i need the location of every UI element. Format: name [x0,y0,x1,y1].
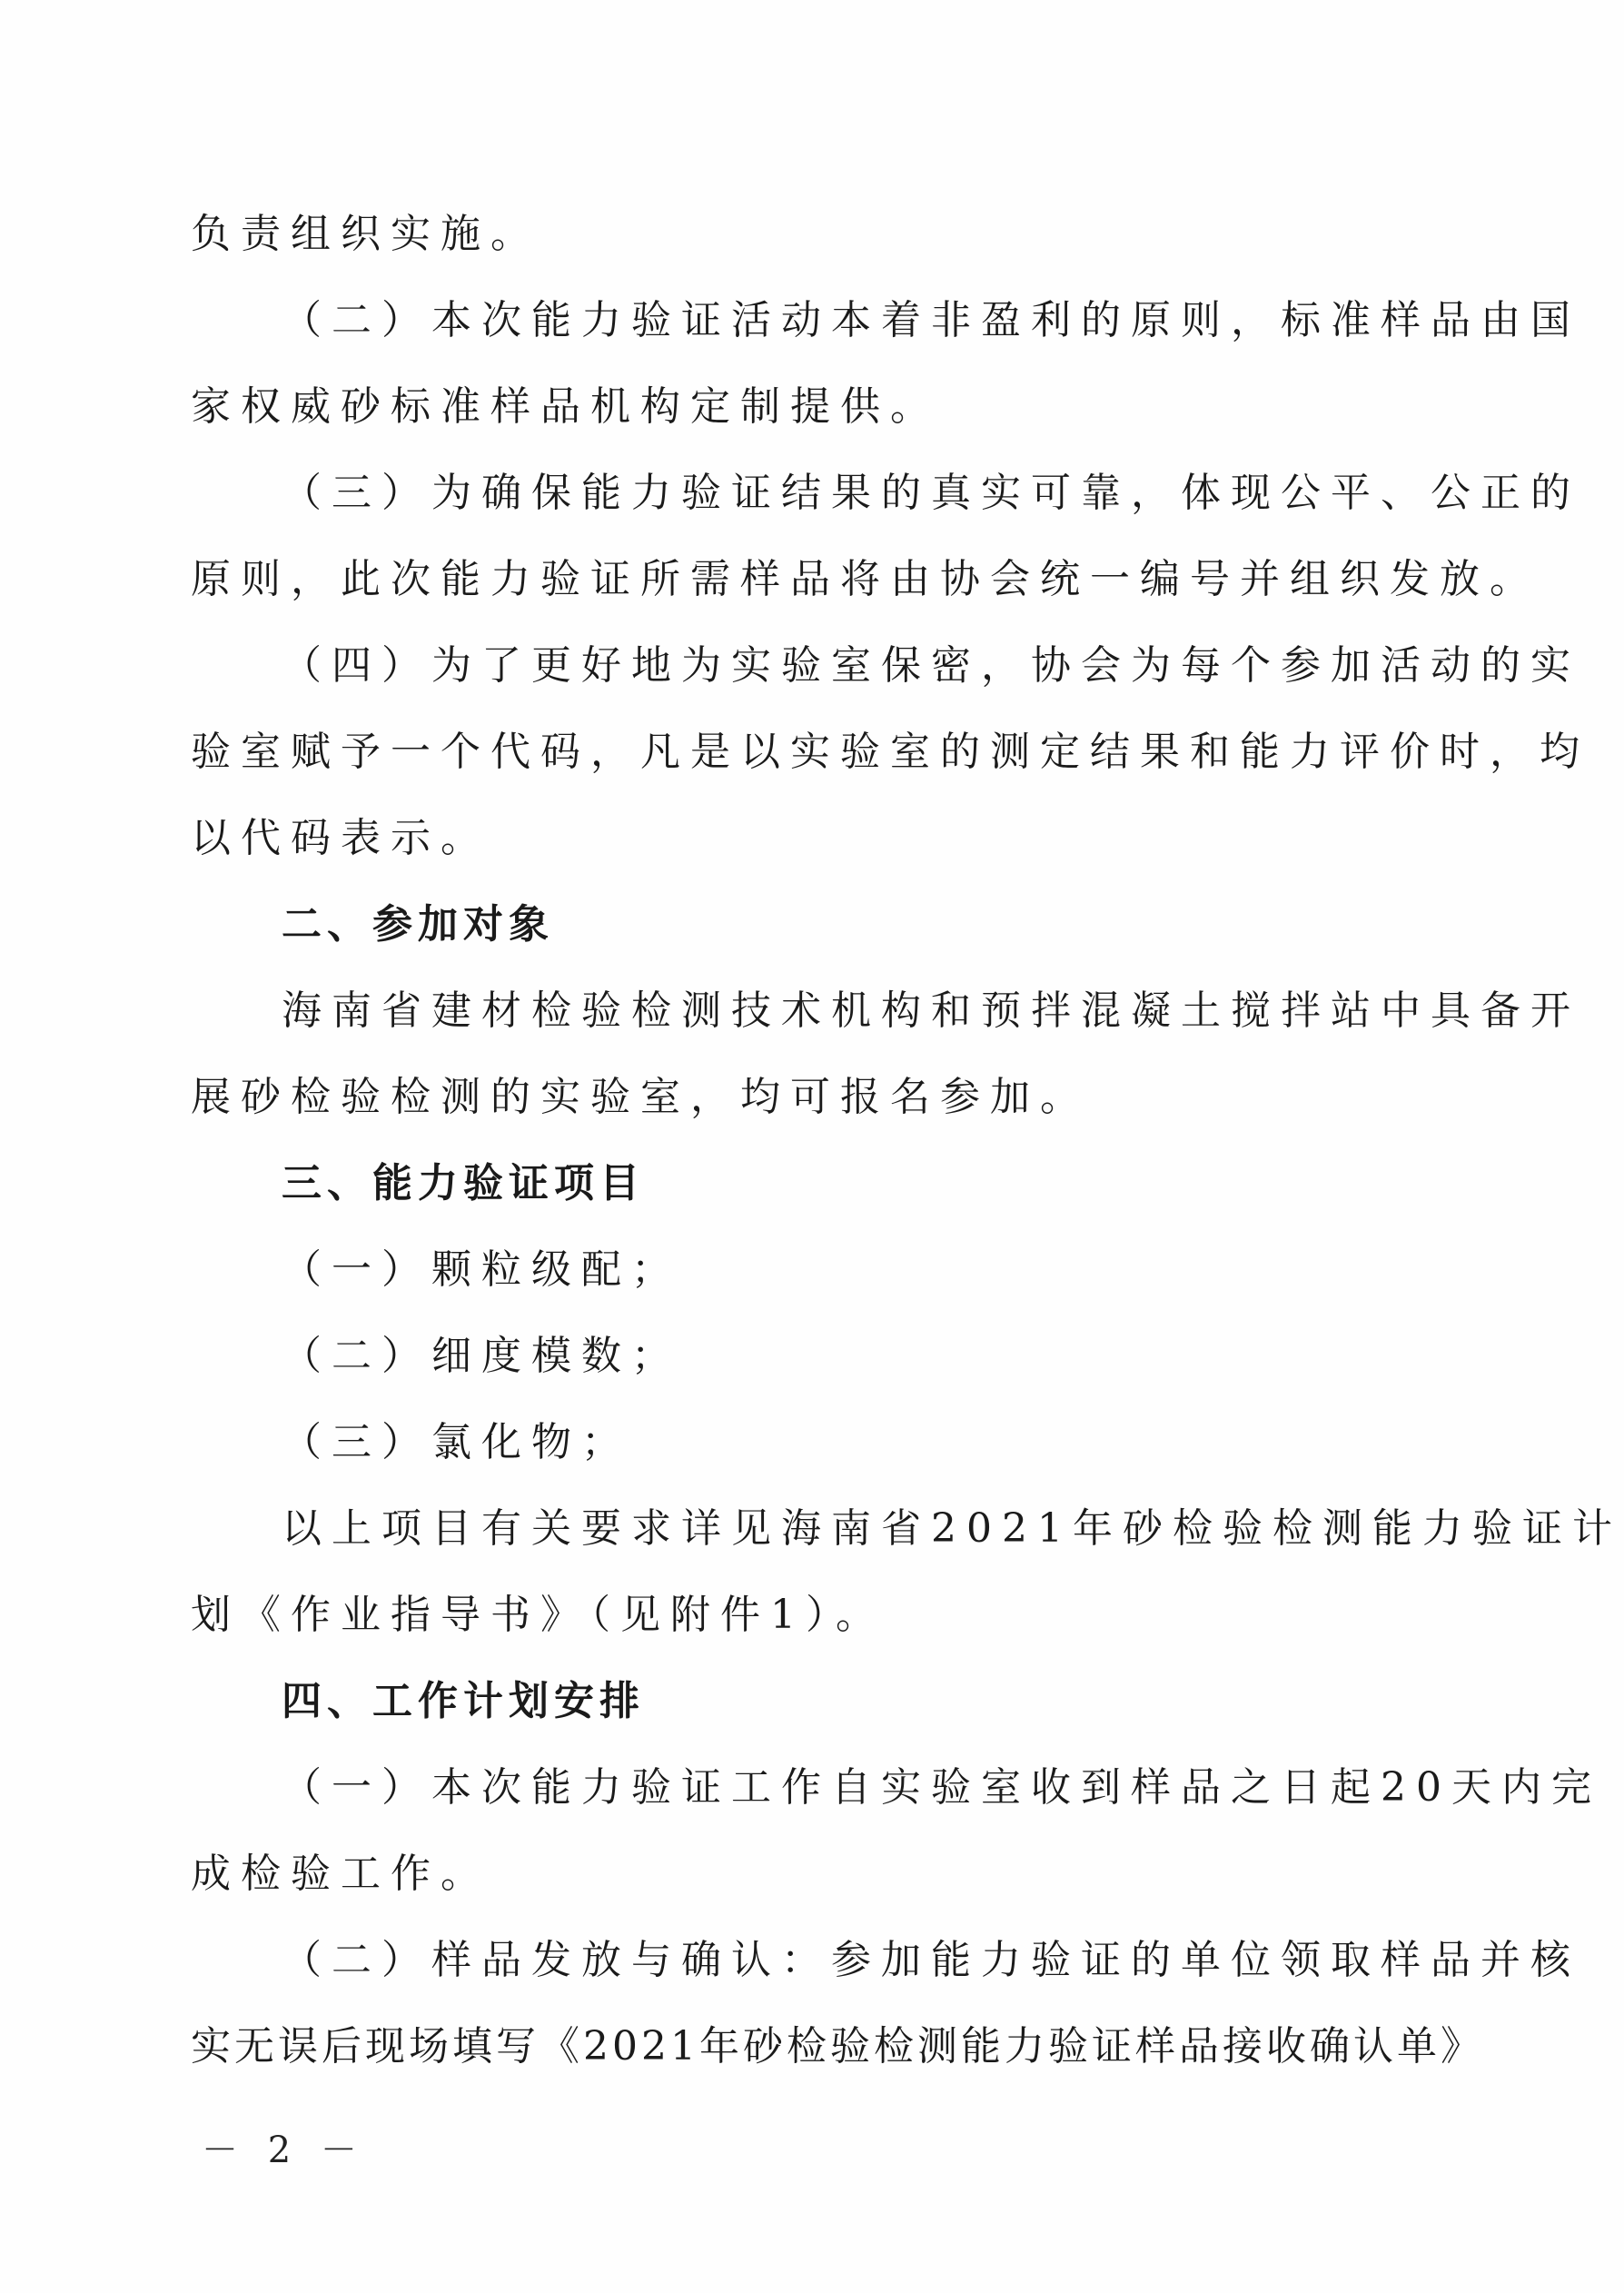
body-text-line: 成检验工作。 [191,1851,490,1897]
body-text-line: 以上项目有关要求详见海南省2021年砂检验检测能力验证计 [282,1505,1622,1552]
body-text-line: 海南省建材检验检测技术机构和预拌混凝土搅拌站中具备开 [282,988,1580,1034]
body-text-line: 负责组织实施。 [191,211,540,257]
body-text-line: 划《作业指导书》（见附件1）。 [191,1592,886,1638]
section-heading-test-items: 三、能力验证项目 [282,1160,645,1206]
list-item: （三）氯化物； [282,1419,631,1465]
body-text-line: （三）为确保能力验证结果的真实可靠，体现公平、公正的 [282,470,1580,516]
body-text-line: 家权威砂标准样品机构定制提供。 [191,383,940,430]
body-text-line: 原则，此次能力验证所需样品将由协会统一编号并组织发放。 [191,556,1540,602]
body-text-line: （一）本次能力验证工作自实验室收到样品之日起20天内完 [282,1764,1601,1811]
body-text-line: 实无误后现场填写《2021年砂检验检测能力验证样品接收确认单》 [191,2023,1484,2070]
list-item: （二）细度模数； [282,1333,681,1379]
body-text-line: （二）样品发放与确认：参加能力验证的单位领取样品并核 [282,1937,1580,1983]
body-text-line: （四）为了更好地为实验室保密，协会为每个参加活动的实 [282,642,1580,689]
body-text-line: 验室赋予一个代码，凡是以实验室的测定结果和能力评价时，均 [191,729,1589,775]
section-heading-work-plan: 四、工作计划安排 [282,1678,645,1724]
body-text-line: 展砂检验检测的实验室，均可报名参加。 [191,1074,1090,1120]
list-item: （一）颗粒级配； [282,1246,681,1293]
section-heading-participants: 二、参加对象 [282,901,554,948]
page-number: － 2 － [202,2129,366,2171]
body-text-line: 以代码表示。 [191,815,490,861]
body-text-line: （二）本次能力验证活动本着非盈利的原则，标准样品由国 [282,297,1580,343]
